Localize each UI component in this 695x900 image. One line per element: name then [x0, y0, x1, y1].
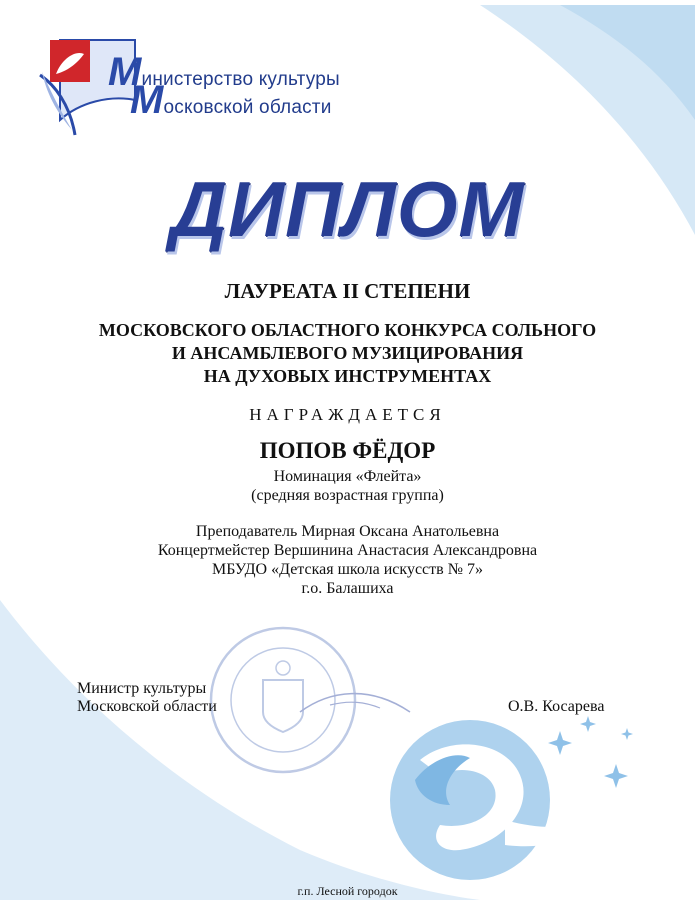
ministry-initial-2: М: [130, 78, 164, 122]
contest-line-3: НА ДУХОВЫХ ИНСТРУМЕНТАХ: [203, 366, 492, 386]
city-line: г.о. Балашиха: [301, 580, 394, 597]
diploma-title: ДИПЛОМ: [170, 165, 525, 253]
recipient-name: ПОПОВ ФЁДОР: [259, 438, 436, 463]
contest-line-2: И АНСАМБЛЕВОГО МУЗИЦИРОВАНИЯ: [171, 343, 524, 363]
awarded-label: НАГРАЖДАЕТСЯ: [249, 405, 446, 424]
accompanist-line: Концертмейстер Вершинина Анастасия Александровна: [157, 542, 538, 559]
school-line: МБУДО «Детская школа искусств № 7»: [212, 561, 483, 578]
position-line-1: Министр культуры: [77, 680, 207, 697]
ministry-line-2: [130, 78, 332, 123]
teacher-line: Преподаватель Мирная Оксана Анатольевна: [195, 523, 500, 540]
footer-place: г.п. Лесной городок: [297, 884, 398, 898]
ministry-line-1-text: инистерство культуры: [141, 69, 340, 90]
stars-decoration: [548, 716, 633, 788]
ministry-initial-1: М: [108, 50, 142, 94]
contest-name: [0, 319, 695, 388]
signer-position: [77, 680, 217, 716]
nomination-block: [0, 467, 695, 505]
age-group-line: (средняя возрастная группа): [251, 487, 444, 504]
degree-line: ЛАУРЕАТА II СТЕПЕНИ: [224, 279, 471, 303]
ministry-line-2-text: осковской области: [163, 97, 332, 118]
contest-line-1: МОСКОВСКОГО ОБЛАСТНОГО КОНКУРСА СОЛЬНОГО: [98, 320, 597, 340]
swan-emblem: [390, 720, 610, 880]
position-line-2: Московской области: [77, 698, 217, 715]
details-block: [0, 522, 695, 598]
signer-name: О.В. Косарева: [508, 698, 605, 715]
nomination-line: Номинация «Флейта»: [273, 468, 422, 485]
ministry-seal: [211, 628, 410, 772]
